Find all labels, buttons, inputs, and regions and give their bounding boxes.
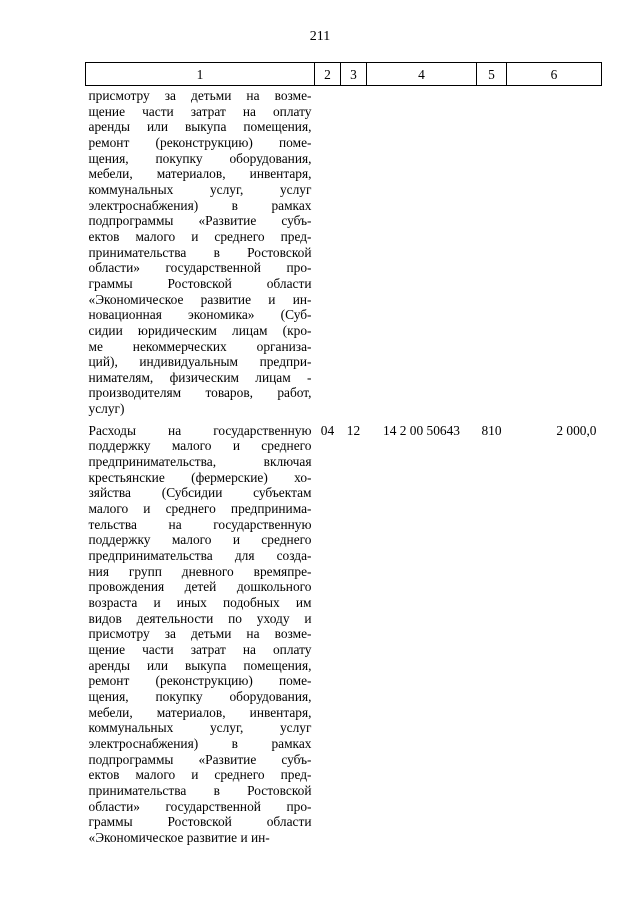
- section-code: [315, 86, 341, 417]
- description-line: присмотру за детьми на возме-: [88, 88, 312, 103]
- description-line: «Экономическое развитие и ин-: [88, 291, 312, 307]
- description-line: аренды или выкупа помещения,: [88, 119, 312, 135]
- description-line: граммы Ростовской области: [88, 275, 312, 291]
- description-line: области» государственной про-: [88, 798, 312, 814]
- description-line: ций), индивидуальным предпри-: [88, 354, 312, 370]
- description-line: щения, покупку оборудования,: [88, 150, 312, 166]
- description-line: провождения детей дошкольного: [88, 579, 312, 595]
- description-line: возраста и иных подобных им: [88, 595, 312, 610]
- description-line: мебели, материалов, инвентаря,: [88, 166, 312, 182]
- description-line: граммы Ростовской области: [88, 814, 312, 830]
- description-line: коммунальных услуг, услуг: [88, 720, 312, 736]
- column-header-5: 5: [477, 63, 507, 86]
- description-line: ния групп дневного времяпре-: [88, 563, 312, 579]
- amount: 2 000,0: [556, 422, 597, 438]
- description-line: области» государственной про-: [88, 260, 312, 276]
- description-line: щение части затрат на оплату: [88, 641, 312, 657]
- description-line: аренды или выкупа помещения,: [88, 657, 312, 673]
- description-line: ремонт (реконструкцию) поме-: [88, 673, 312, 689]
- description-line: принимательства в Ростовской: [88, 244, 312, 260]
- budget-table: [85, 62, 602, 846]
- description-line: «Экономическое развитие и ин-: [88, 829, 270, 845]
- description-line: принимательства в Ростовской: [88, 782, 312, 798]
- table-row: [86, 86, 602, 417]
- description-line: зяйства (Субсидии субъектам: [88, 485, 312, 501]
- description-line: электроснабжения) в рамках: [88, 735, 312, 751]
- row-description: [86, 417, 315, 846]
- page-number: 211: [309, 29, 331, 44]
- expense-type-code: 810: [481, 422, 502, 438]
- table-row: [86, 417, 602, 846]
- target-article-code: 14 2 00 50643: [383, 422, 460, 438]
- column-header-1: 1: [86, 63, 315, 86]
- description-line: ектов малого и среднего пред-: [88, 228, 312, 244]
- description-line: сидии юридическим лицам (кро-: [88, 322, 312, 338]
- description-line: Расходы на государственную: [88, 422, 312, 438]
- column-header-6: 6: [507, 63, 602, 86]
- description-line: электроснабжения) в рамках: [88, 197, 312, 213]
- description-line: ектов малого и среднего пред-: [88, 767, 312, 783]
- table-header-row: [86, 63, 602, 86]
- column-header-3: 3: [341, 63, 367, 86]
- description-line: подпрограммы «Развитие субъ-: [88, 751, 312, 767]
- description-line: нимателям, физическим лицам -: [88, 369, 312, 385]
- description-line: ремонт (реконструкцию) поме-: [88, 134, 312, 150]
- description-line: подпрограммы «Развитие субъ-: [88, 213, 312, 229]
- description-line: тельства на государственную: [88, 516, 312, 532]
- description-line: предпринимательства, включая: [88, 454, 312, 470]
- description-line: мебели, материалов, инвентаря,: [88, 704, 312, 720]
- amount: [507, 86, 602, 417]
- row-description: [86, 86, 315, 417]
- description-line: присмотру за детьми на возме-: [88, 626, 312, 642]
- description-line: поддержку малого и среднего: [88, 532, 312, 548]
- description-line: предпринимательства для созда-: [88, 548, 312, 564]
- description-line: производителям товаров, работ,: [88, 385, 312, 401]
- description-line: видов деятельности по уходу и: [88, 610, 312, 626]
- column-header-4: 4: [367, 63, 477, 86]
- description-line: щение части затрат на оплату: [88, 103, 312, 119]
- subsection-code: 12: [346, 422, 361, 438]
- section-code: 04: [320, 422, 335, 438]
- description-line: крестьянские (фермерские) хо-: [88, 469, 312, 485]
- description-line: услуг): [88, 401, 125, 417]
- description-line: щения, покупку оборудования,: [88, 688, 312, 704]
- description-line: ме некоммерческих организа-: [88, 338, 312, 354]
- description-line: коммунальных услуг, услуг: [88, 181, 312, 197]
- target-article-code: [367, 86, 477, 417]
- expense-type-code: [477, 86, 507, 417]
- description-line: новационная экономика» (Суб-: [88, 307, 312, 323]
- column-header-2: 2: [315, 63, 341, 86]
- description-line: малого и среднего предпринима-: [88, 501, 312, 517]
- subsection-code: [341, 86, 367, 417]
- description-line: поддержку малого и среднего: [88, 438, 312, 454]
